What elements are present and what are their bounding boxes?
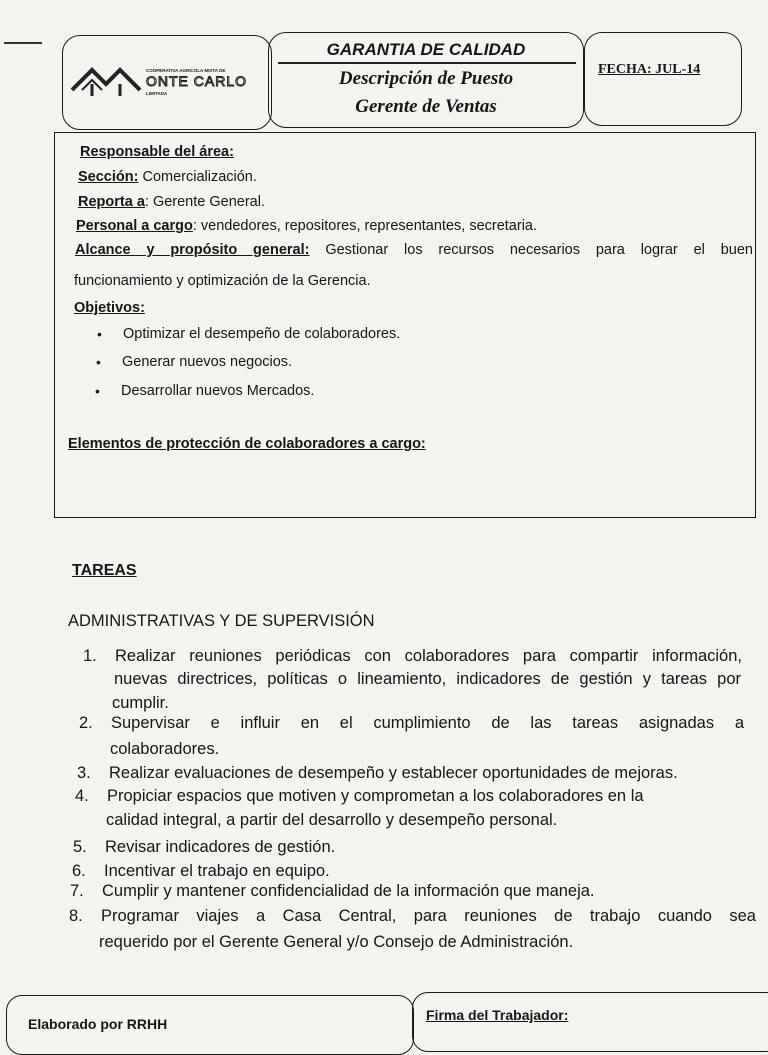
logo-name: ONTE CARLO: [146, 73, 248, 89]
task-text-line1: Realizar reuniones periódicas con colaboradores para compartir información,: [115, 647, 742, 665]
task-item-line2: nuevas directrices, políticas o lineamiento, indicadores de gestión y tareas por: [114, 670, 741, 688]
task-text-line1: Propiciar espacios que motiven y comprometan a los colaboradores en la: [107, 787, 644, 805]
elementos-label: Elementos de protección de colaboradores a cargo:: [68, 436, 426, 452]
reporta-label: Reporta a: [78, 194, 145, 210]
task-number: 6.: [72, 862, 86, 880]
tareas-subheading: ADMINISTRATIVAS Y DE SUPERVISIÓN: [68, 612, 375, 630]
task-number: 2.: [79, 714, 93, 732]
task-text-line1: Cumplir y mantener confidencialidad de la información que maneja.: [102, 882, 595, 900]
responsable-label: Responsable del área:: [80, 144, 234, 160]
objetivo-item: • Optimizar el desempeño de colaboradores.: [123, 326, 400, 342]
task-item: [77, 762, 678, 785]
task-number: 5.: [73, 838, 87, 856]
elaborado-label: Elaborado por RRHH: [28, 1016, 168, 1032]
seccion-label: Sección:: [78, 169, 139, 185]
alcance-value-line1: Gestionar los recursos necesarios para lograr el buen: [325, 242, 753, 258]
seccion-value: Comercialización.: [138, 169, 257, 185]
task-text-line1: Revisar indicadores de gestión.: [105, 838, 336, 856]
reporta-value: : Gerente General.: [144, 194, 265, 210]
task-text-line1: Programar viajes a Casa Central, para reuniones de trabajo cuando sea: [101, 907, 756, 925]
task-item: [70, 880, 595, 903]
alcance-row: [75, 242, 753, 258]
task-item-line2: calidad integral, a partir del desarrollo y desempeño personal.: [106, 811, 558, 829]
seccion-row: [78, 169, 257, 185]
task-item-line2: requerido por el Gerente General y/o Consejo de Administración.: [99, 933, 574, 951]
task-number: 3.: [77, 764, 91, 782]
alcance-value-line2: funcionamiento y optimización de la Gerencia.: [74, 273, 371, 289]
info-box: [54, 132, 756, 518]
task-text-line1: Realizar evaluaciones de desempeño y establecer oportunidades de mejoras.: [109, 764, 678, 782]
task-item: [75, 785, 644, 808]
title-divider: [278, 62, 576, 64]
position-title: Gerente de Ventas: [355, 96, 497, 117]
firma-label: Firma del Trabajador:: [426, 1007, 569, 1023]
logo-suffix: LIMITADA: [146, 91, 168, 96]
task-item: [79, 712, 744, 735]
task-number: 7.: [70, 882, 84, 900]
doc-subtitle: Descripción de Puesto: [338, 68, 514, 89]
task-item: [83, 645, 742, 668]
reporta-row: [78, 194, 265, 210]
objetivos-label: Objetivos:: [74, 300, 145, 316]
company-logo: [70, 62, 266, 102]
objetivo-item: • Generar nuevos negocios.: [122, 354, 292, 370]
task-item: [73, 836, 336, 859]
margin-mark: [4, 42, 42, 44]
personal-value: : vendedores, repositores, representantes, secretaria.: [192, 218, 538, 234]
personal-row: [76, 218, 537, 234]
alcance-label: Alcance y propósito general:: [75, 242, 310, 258]
date-box: [584, 32, 742, 126]
responsable-row: [80, 144, 234, 160]
task-text-line1: Incentivar el trabajo en equipo.: [104, 862, 330, 880]
date-label: FECHA: JUL-14: [598, 62, 701, 77]
doc-title: GARANTIA DE CALIDAD: [326, 40, 526, 59]
task-item-line3: cumplir.: [112, 694, 169, 712]
task-number: 8.: [69, 907, 83, 925]
task-number: 4.: [75, 787, 89, 805]
task-number: 1.: [83, 647, 97, 665]
task-item: [69, 905, 756, 928]
personal-label: Personal a cargo: [76, 218, 193, 234]
logo-cooperative-line: COOPERATIVA AGRICOLA MIXTA DE: [146, 68, 226, 73]
task-text-line1: Supervisar e influir en el cumplimiento de las tareas asignadas a: [111, 714, 744, 732]
tareas-heading: TAREAS: [72, 562, 137, 579]
elementos-row: [68, 436, 426, 452]
task-item-line2: colaboradores.: [110, 740, 220, 758]
objetivo-item: • Desarrollar nuevos Mercados.: [121, 383, 314, 399]
objetivos-row: [74, 300, 145, 316]
